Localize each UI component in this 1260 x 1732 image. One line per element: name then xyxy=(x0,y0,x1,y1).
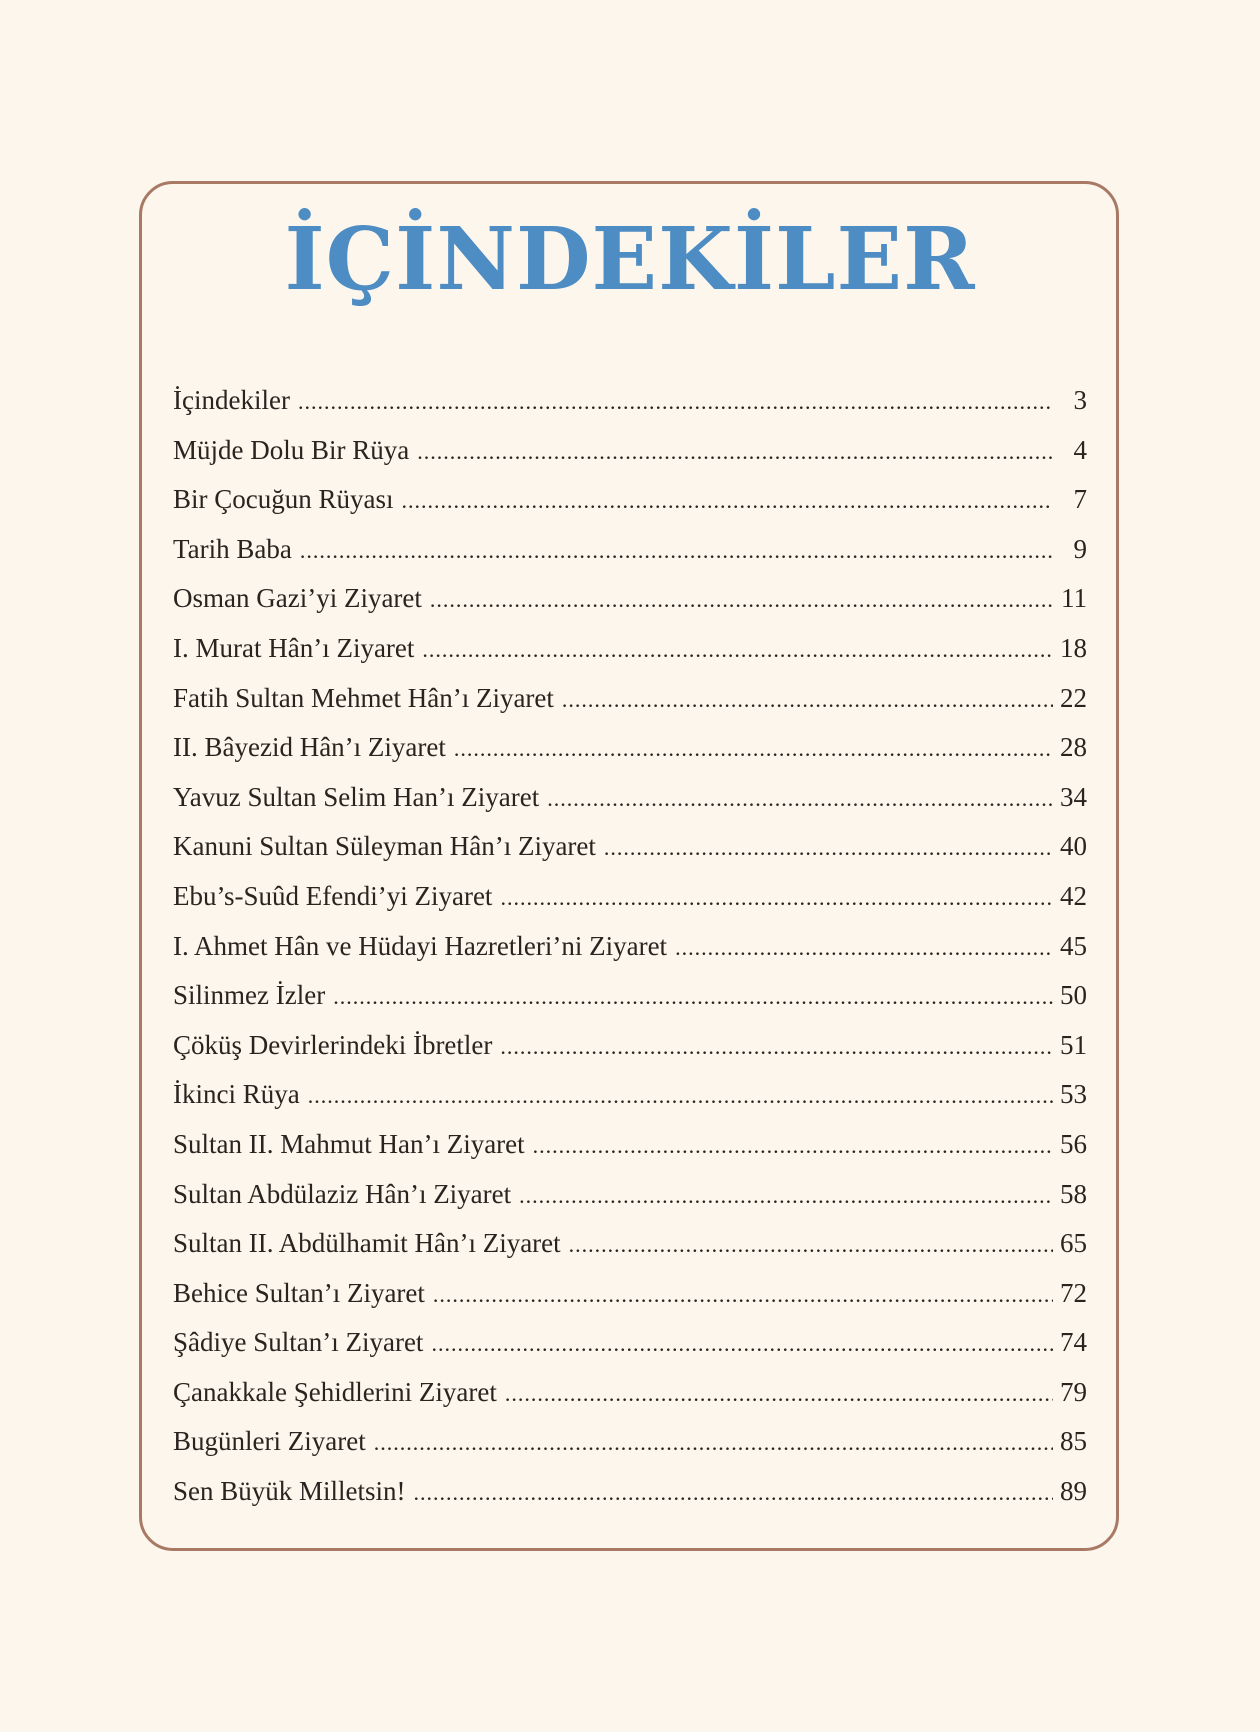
toc-entry-title: Çöküş Devirlerindeki İbretler xyxy=(173,1029,493,1060)
toc-entry[interactable] xyxy=(173,1030,1087,1080)
dot-leader xyxy=(308,1083,1053,1109)
toc-entry-page: 58 xyxy=(1060,1178,1087,1209)
dot-leader xyxy=(402,488,1054,514)
toc-entry-title: Fatih Sultan Mehmet Hân’ı Ziyaret xyxy=(173,682,554,713)
dot-leader xyxy=(454,736,1053,762)
dot-leader xyxy=(604,835,1053,861)
dot-leader xyxy=(433,1282,1053,1308)
dot-leader xyxy=(675,935,1053,961)
toc-entry[interactable] xyxy=(173,1079,1087,1129)
toc-entry[interactable] xyxy=(173,1476,1087,1526)
toc-entry-title: Osman Gazi’yi Ziyaret xyxy=(173,583,422,614)
toc-entry-page: 7 xyxy=(1073,484,1087,515)
toc-entry[interactable] xyxy=(173,980,1087,1030)
toc-entry[interactable] xyxy=(173,1278,1087,1328)
toc-entry-page: 85 xyxy=(1060,1426,1087,1457)
toc-entry-page: 53 xyxy=(1060,1079,1087,1110)
dot-leader xyxy=(422,637,1053,663)
dot-leader xyxy=(431,1331,1053,1357)
dot-leader xyxy=(298,389,1053,415)
toc-entry[interactable] xyxy=(173,484,1087,534)
toc-entry[interactable] xyxy=(173,385,1087,435)
toc-entry-title: Sultan II. Mahmut Han’ı Ziyaret xyxy=(173,1128,525,1159)
toc-entry-title: Bir Çocuğun Rüyası xyxy=(173,484,394,515)
table-of-contents xyxy=(173,385,1087,1526)
dot-leader xyxy=(562,687,1053,713)
toc-entry-page: 40 xyxy=(1060,831,1087,862)
dot-leader xyxy=(300,538,1053,564)
page-title: İÇİNDEKİLER xyxy=(284,209,976,310)
dot-leader xyxy=(547,786,1053,812)
toc-entry[interactable] xyxy=(173,931,1087,981)
toc-entry-title: II. Bâyezid Hân’ı Ziyaret xyxy=(173,732,446,763)
toc-entry-page: 3 xyxy=(1073,385,1087,415)
toc-entry-page: 79 xyxy=(1060,1376,1087,1407)
toc-entry-title: İkinci Rüya xyxy=(173,1079,300,1110)
dot-leader xyxy=(533,1133,1053,1159)
toc-entry-page: 51 xyxy=(1060,1029,1087,1060)
dot-leader xyxy=(500,885,1053,911)
toc-entry[interactable] xyxy=(173,1179,1087,1229)
toc-entry[interactable] xyxy=(173,1327,1087,1377)
toc-entry[interactable] xyxy=(173,435,1087,485)
toc-entry-page: 42 xyxy=(1060,880,1087,911)
toc-entry-title: Kanuni Sultan Süleyman Hân’ı Ziyaret xyxy=(173,831,596,862)
toc-entry-page: 45 xyxy=(1060,930,1087,961)
toc-entry[interactable] xyxy=(173,1426,1087,1476)
toc-entry-title: Şâdiye Sultan’ı Ziyaret xyxy=(173,1327,424,1358)
toc-entry-page: 9 xyxy=(1073,533,1087,564)
toc-entry-title: Çanakkale Şehidlerini Ziyaret xyxy=(173,1376,497,1407)
toc-entry[interactable] xyxy=(173,881,1087,931)
toc-entry-title: I. Murat Hân’ı Ziyaret xyxy=(173,632,415,663)
dot-leader xyxy=(430,587,1053,613)
toc-entry-title: Sultan II. Abdülhamit Hân’ı Ziyaret xyxy=(173,1228,561,1259)
toc-entry-title: Ebu’s-Suûd Efendi’yi Ziyaret xyxy=(173,880,493,911)
toc-entry-page: 28 xyxy=(1060,732,1087,763)
toc-entry-page: 56 xyxy=(1060,1128,1087,1159)
toc-entry[interactable] xyxy=(173,534,1087,584)
dot-leader xyxy=(519,1183,1053,1209)
toc-entry-title: Sen Büyük Milletsin! xyxy=(173,1476,406,1507)
dot-leader xyxy=(333,984,1053,1010)
toc-entry-page: 72 xyxy=(1060,1277,1087,1308)
dot-leader xyxy=(569,1232,1053,1258)
toc-entry[interactable] xyxy=(173,1129,1087,1179)
toc-entry[interactable] xyxy=(173,732,1087,782)
toc-entry[interactable] xyxy=(173,683,1087,733)
dot-leader xyxy=(374,1430,1053,1456)
toc-entry[interactable] xyxy=(173,1377,1087,1427)
toc-entry-title: Behice Sultan’ı Ziyaret xyxy=(173,1277,425,1308)
toc-entry-page: 89 xyxy=(1060,1476,1087,1507)
toc-entry-page: 74 xyxy=(1060,1327,1087,1358)
toc-entry-page: 34 xyxy=(1060,781,1087,812)
dot-leader xyxy=(414,1480,1053,1506)
toc-entry-page: 22 xyxy=(1060,682,1087,713)
dot-leader xyxy=(417,439,1053,465)
toc-entry-title: Bugünleri Ziyaret xyxy=(173,1426,366,1457)
toc-entry-title: Yavuz Sultan Selim Han’ı Ziyaret xyxy=(173,781,540,812)
toc-entry[interactable] xyxy=(173,633,1087,683)
toc-entry-page: 65 xyxy=(1060,1228,1087,1259)
toc-entry-title: İçindekiler xyxy=(173,385,290,415)
dot-leader xyxy=(505,1381,1053,1407)
toc-entry-title: Müjde Dolu Bir Rüya xyxy=(173,434,410,465)
toc-entry[interactable] xyxy=(173,831,1087,881)
toc-entry-page: 11 xyxy=(1061,583,1087,614)
toc-entry-page: 4 xyxy=(1073,434,1087,465)
toc-entry-page: 50 xyxy=(1060,980,1087,1011)
toc-entry-page: 18 xyxy=(1060,632,1087,663)
dot-leader xyxy=(500,1034,1053,1060)
toc-entry[interactable] xyxy=(173,782,1087,832)
toc-entry-title: Sultan Abdülaziz Hân’ı Ziyaret xyxy=(173,1178,512,1209)
toc-entry[interactable] xyxy=(173,1228,1087,1278)
toc-entry-title: Silinmez İzler xyxy=(173,980,326,1011)
toc-entry-title: I. Ahmet Hân ve Hüdayi Hazretleri’ni Ziyaret xyxy=(173,930,668,961)
toc-entry[interactable] xyxy=(173,583,1087,633)
toc-entry-title: Tarih Baba xyxy=(173,533,292,564)
